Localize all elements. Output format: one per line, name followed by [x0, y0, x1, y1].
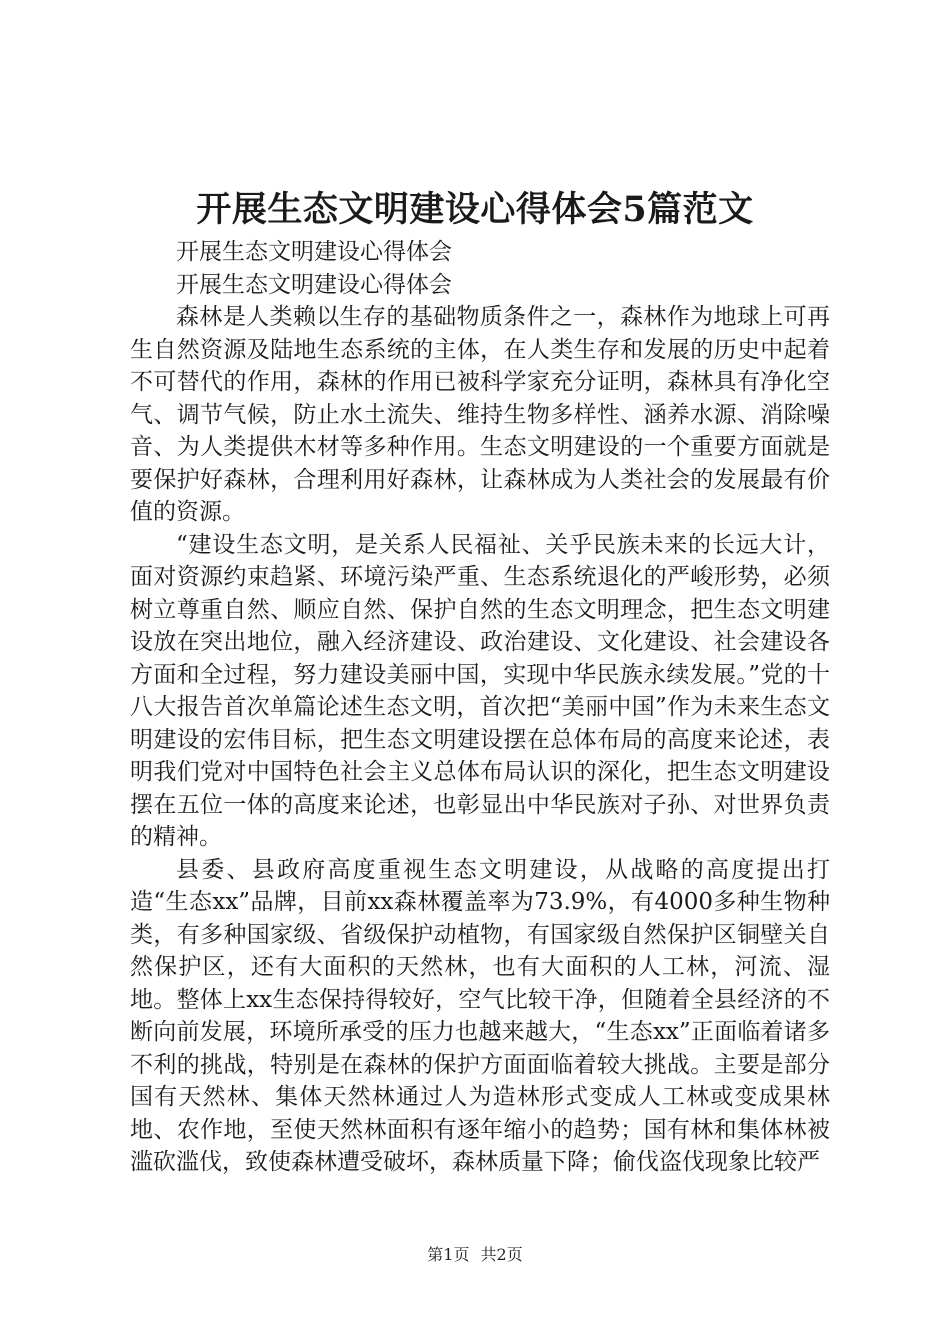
page-footer: [0, 1244, 950, 1266]
document-body: [130, 236, 830, 1179]
paragraph: 森林是人类赖以生存的基础物质条件之一，森林作为地球上可再生自然资源及陆地生态系统的主体，在人类生存和发展的历史中起着不可替代的作用，森林的作用已被科学家充分证明，森林具有净化空气、调节气候，防止水土流失、维持生物多样性、涵养水源、消除噪音、为人类提供木材等多种作用。生态文明建设的一个重要方面就是要保护好森林，合理利用好森林，让森林成为人类社会的发展最有价值的资源。: [130, 304, 830, 525]
subheading: 开展生态文明建设心得体会: [176, 239, 452, 265]
paragraph: “建设生态文明，是关系人民福祉、关乎民族未来的长远大计，面对资源约束趋紧、环境污染严重、生态系统退化的严峻形势，必须树立尊重自然、顺应自然、保护自然的生态文明理念，把生态文明建设放在突出地位，融入经济建设、政治建设、文化建设、社会建设各方面和全过程，努力建设美丽中国，实现中华民族永续发展。”党的十八大报告首次单篇论述生态文明，首次把“美丽中国”作为未来生态文明建设的宏伟目标，把生态文明建设摆在总体布局的高度来论述，表明我们党对中国特色社会主义总体布局认识的深化，把生态文明建设摆在五位一体的高度来论述，也彰显出中华民族对子孙、对世界负责的精神。: [130, 531, 830, 850]
document-title: 开展生态文明建设心得体会5篇范文: [196, 189, 754, 230]
subheading: 开展生态文明建设心得体会: [176, 271, 452, 298]
page-number: 第1页: [427, 1245, 470, 1264]
page-total: 共2页: [480, 1245, 523, 1264]
paragraph: 县委、县政府高度重视生态文明建设，从战略的高度提出打造“生态xx”品牌，目前xx森林覆盖率为73.9%，有4000多种生物种类，有多种国家级、省级保护动植物，有国家级自然保护区铜壁关自然保护区，还有大面积的天然林，也有大面积的人工林，河流、湿地。整体上xx生态保持得较好，空气比较干净，但随着全县经济的不断向前发展，环境所承受的压力也越来越大，“生态xx”正面临着诸多不利的挑战，特别是在森林的保护方面面临着较大挑战。主要是部分国有天然林、集体天然林通过人为造林形式变成人工林或变成果林地、农作地，至使天然林面积有逐年缩小的趋势；国有林和集体林被滥砍滥伐，致使森林遭受破坏，森林质量下降；偷伐盗伐现象比较严: [130, 856, 830, 1175]
